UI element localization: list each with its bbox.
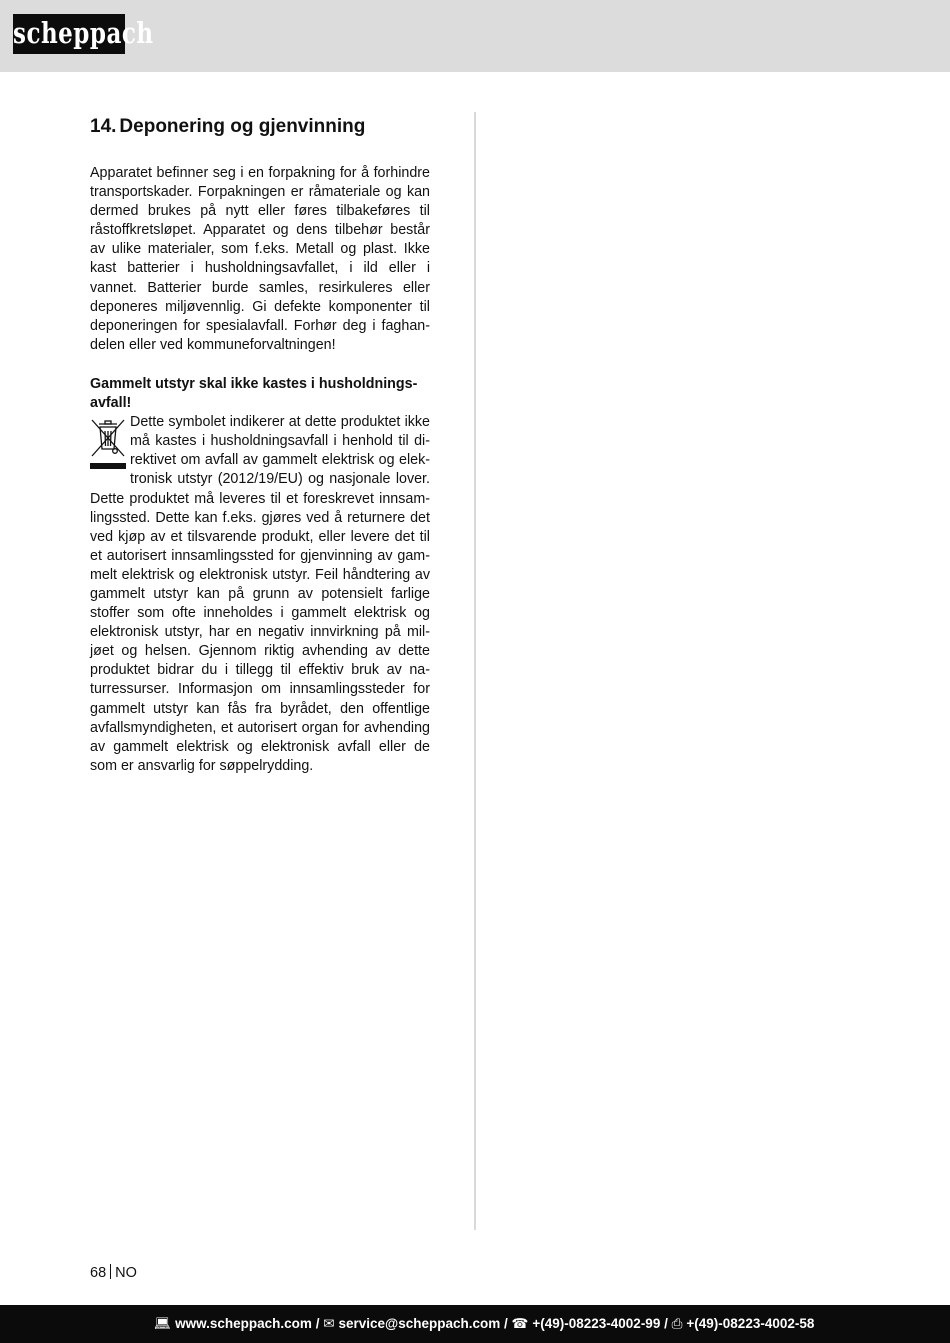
section-title [90, 115, 430, 139]
footer-separator: / [660, 1316, 672, 1331]
page-separator [110, 1264, 111, 1279]
page-language: NO [115, 1265, 137, 1281]
crossed-bin-icon [90, 416, 126, 472]
brand-logo: scheppach [13, 14, 125, 54]
page-number-value: 68 [90, 1265, 107, 1281]
footer-phone[interactable]: +(49)-08223-4002-99 [532, 1316, 661, 1331]
phone-icon: ☎︎ [511, 1316, 529, 1331]
section-title-text: Deponering og gjenvinning [119, 116, 366, 137]
footer-separator: / [311, 1316, 324, 1331]
section-number: 14. [90, 116, 117, 137]
mail-icon: ✉︎ [323, 1316, 335, 1331]
footer-fax: +(49)-08223-4002-58 [686, 1316, 815, 1331]
page-number [90, 1264, 137, 1281]
disposal-paragraph: Apparatet befinner seg i en forpakning for å forhindre transportskader. Forpakningen er råmateriale og kan dermed brukes på nytt eller føres tilbakeføres til råstoffkretsløpet. Apparatet og dens tilbehør består av ulike materialer, som f.eks. Metall og plast. Ikke kast batterier i husholdningsavfallet, i ild eller i vannet. Batterier burde samles, resirkuleres eller deponeres miljøvennlig. Gi defekte komponenter til deponeringen for spesialavfall. Forhør deg i faghandelen eller ved kommuneforvaltningen! [90, 165, 430, 353]
footer-separator: / [500, 1316, 512, 1331]
page-footer [0, 1305, 950, 1343]
weee-paragraph: Dette symbolet indikerer at dette produktet ikke må kastes i husholdningsavfall i henhold til direktivet om avfall av gammelt elektrisk og elektronisk utstyr (2012/19/EU) og nasjonale lover. Dette produktet må leveres til et foreskrevet innsamlingssted. Dette kan f.eks. gjøres ved å returnere det ved kjøp av et tilsvarende produkt, eller levere det til et autorisert innsamlingssted for gjenvinning av gammelt elektrisk og elektronisk utstyr. Feil håndtering av gammelt utstyr kan på grunn av potensielt farlige stoffer som ofte inneholdes i gammelt elektrisk og elektronisk utstyr, har en negativ innvirkning på miljøet og helsen. Gjennom riktig avhending av dette produktet bidrar du i tillegg til effektiv bruk av naturressurser. Informasjon om innsamlingssteder for gammelt utstyr kan fås fra byrådet, den offentlige avfallsmyndigheten, et autorisert organ for avhending av gammelt elektrisk og elektronisk avfall eller de som er ansvarlig for søppelrydding. [90, 414, 430, 774]
footer-website[interactable]: www.scheppach.com [175, 1316, 312, 1331]
fax-icon: ⎙ [671, 1316, 683, 1331]
weee-block [90, 413, 430, 776]
contact-line [154, 1305, 814, 1343]
footer-email[interactable]: service@scheppach.com [338, 1316, 501, 1331]
computer-icon: 💻︎ [154, 1316, 172, 1331]
main-column [90, 115, 430, 776]
page-header [0, 0, 950, 72]
weee-subheading: Gammelt utstyr skal ikke kastes i husholdningsavfall! [90, 375, 418, 412]
column-divider [474, 112, 476, 1230]
